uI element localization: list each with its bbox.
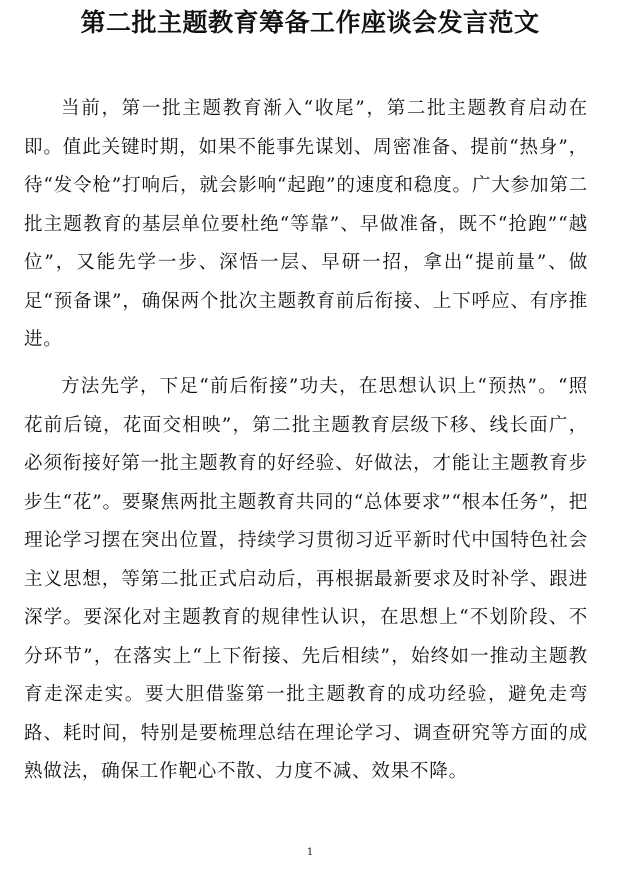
page-number: 1 bbox=[306, 847, 314, 858]
document-title: 第二批主题教育筹备工作座谈会发言范文 bbox=[80, 8, 540, 37]
paragraph-1: 当前，第一批主题教育渐入“收尾”，第二批主题教育启动在即。值此关键时期，如果不能事先谋划、周密准备、提前“热身”，待“发令枪”打响后，就会影响“起跑”的速度和稳度。广大参加第二批主题教育的基层单位要杜绝“等靠”、早做准备，既不“抢跑”“越位”，又能先学一步、深悟一层、早研一招，拿出“提前量”、做足“预备课”，确保两个批次主题教育前后衔接、上下呼应、有序推进。 bbox=[24, 98, 588, 350]
paragraph-2: 方法先学，下足“前后衔接”功夫，在思想认识上“预热”。“照花前后镜，花面交相映”，第二批主题教育层级下移、线长面广，必须衔接好第一批主题教育的好经验、好做法，才能让主题教育步步生“花”。要聚焦两批主题教育共同的“总体要求”“根本任务”，把理论学习摆在突出位置，持续学习贯彻习近平新时代中国特色社会主义思想，等第二批正式启动后，再根据最新要求及时补学、跟进深学。要深化对主题教育的规律性认识，在思想上“不划阶段、不分环节”，在落实上“上下衔接、先后相续”，始终如一推动主题教育走深走实。要大胆借鉴第一批主题教育的成功经验，避免走弯路、耗时间，特别是要梳理总结在理论学习、调查研究等方面的成熟做法，确保工作靶心不散、力度不减、效果不降。 bbox=[24, 376, 588, 782]
